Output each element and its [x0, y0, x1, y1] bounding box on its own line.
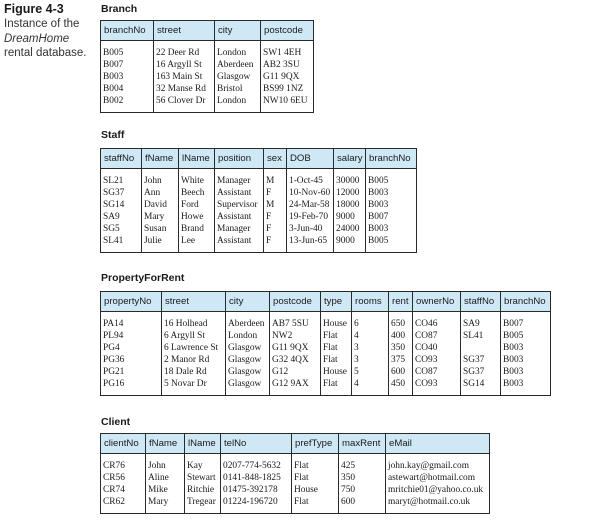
staff-cell-staffNo: SG14 — [101, 199, 142, 211]
branch-cell-street: 163 Main St — [154, 71, 215, 83]
property-cell-type: Flat — [321, 378, 352, 396]
property-cell-postcode: G12 9AX — [270, 378, 321, 396]
property-header-row — [101, 292, 551, 312]
property-cell-propertyNo: PG21 — [101, 366, 162, 378]
staff-cell-position: Supervisor — [215, 199, 264, 211]
property-cell-ownerNo: CO46 — [413, 312, 461, 331]
staff-col-lName: lName — [179, 149, 215, 169]
staff-cell-lName: Lee — [179, 235, 215, 253]
property-cell-staffNo: SG37 — [461, 354, 501, 366]
property-cell-branchNo: B003 — [501, 342, 551, 354]
client-cell-prefType: Flat — [292, 454, 339, 473]
branch-header-row — [101, 21, 314, 41]
branch-cell-city: London — [215, 41, 261, 60]
branch-cell-branchNo: B004 — [101, 83, 154, 95]
staff-cell-branchNo: B003 — [366, 187, 417, 199]
branch-cell-branchNo: B007 — [101, 59, 154, 71]
staff-cell-sex: F — [264, 187, 287, 199]
property-cell-city: London — [226, 330, 270, 342]
staff-col-fName: fName — [142, 149, 179, 169]
property-col-city: city — [226, 292, 270, 312]
staff-cell-fName: Susan — [142, 223, 179, 235]
property-col-street: street — [162, 292, 226, 312]
property-cell-street: 6 Argyll St — [162, 330, 226, 342]
branch-table — [100, 20, 314, 113]
staff-cell-DOB: 19-Feb-70 — [287, 211, 334, 223]
property-cell-branchNo: B003 — [501, 354, 551, 366]
client-cell-lName: Tregear — [185, 496, 221, 514]
property-cell-propertyNo: PG16 — [101, 378, 162, 396]
staff-cell-salary: 24000 — [334, 223, 366, 235]
caption-line-3: rental database. — [4, 47, 87, 59]
branch-col-street: street — [154, 21, 215, 41]
client-col-fName: fName — [146, 434, 185, 454]
property-cell-ownerNo: CO93 — [413, 378, 461, 396]
table-row — [101, 330, 551, 342]
branch-col-city: city — [215, 21, 261, 41]
staff-cell-lName: Howe — [179, 211, 215, 223]
table-row — [101, 484, 490, 496]
staff-cell-salary: 30000 — [334, 169, 366, 188]
staff-cell-salary: 12000 — [334, 187, 366, 199]
client-cell-lName: Stewart — [185, 472, 221, 484]
table-row — [101, 472, 490, 484]
table-row — [101, 454, 490, 473]
table-row — [101, 71, 314, 83]
staff-cell-staffNo: SA9 — [101, 211, 142, 223]
client-col-lName: lName — [185, 434, 221, 454]
branch-cell-branchNo: B002 — [101, 95, 154, 113]
property-cell-branchNo: B003 — [501, 378, 551, 396]
property-cell-postcode: G12 — [270, 366, 321, 378]
property-col-branchNo: branchNo — [501, 292, 551, 312]
property-cell-staffNo — [461, 342, 501, 354]
staff-cell-branchNo: B005 — [366, 235, 417, 253]
table-row — [101, 169, 417, 188]
property-col-postcode: postcode — [270, 292, 321, 312]
branch-cell-branchNo: B005 — [101, 41, 154, 60]
staff-cell-position: Assistant — [215, 187, 264, 199]
client-table-title: Client — [101, 416, 131, 428]
property-cell-rent: 400 — [389, 330, 413, 342]
staff-cell-branchNo: B003 — [366, 199, 417, 211]
staff-header-row — [101, 149, 417, 169]
branch-cell-street: 16 Argyll St — [154, 59, 215, 71]
staff-cell-position: Assistant — [215, 235, 264, 253]
property-cell-branchNo: B005 — [501, 330, 551, 342]
property-cell-rooms: 3 — [352, 342, 389, 354]
table-row — [101, 312, 551, 331]
branch-cell-postcode: NW10 6EU — [261, 95, 314, 113]
table-row — [101, 41, 314, 60]
property-cell-street: 5 Novar Dr — [162, 378, 226, 396]
property-cell-ownerNo: CO87 — [413, 330, 461, 342]
client-col-prefType: prefType — [292, 434, 339, 454]
client-col-eMail: eMail — [386, 434, 490, 454]
client-col-clientNo: clientNo — [101, 434, 146, 454]
property-cell-city: Glasgow — [226, 378, 270, 396]
property-cell-postcode: G32 4QX — [270, 354, 321, 366]
property-cell-rent: 375 — [389, 354, 413, 366]
table-row — [101, 235, 417, 253]
client-cell-fName: Mike — [146, 484, 185, 496]
client-cell-fName: Mary — [146, 496, 185, 514]
table-row — [101, 378, 551, 396]
property-cell-rent: 650 — [389, 312, 413, 331]
staff-col-salary: salary — [334, 149, 366, 169]
property-cell-ownerNo: CO40 — [413, 342, 461, 354]
figure-caption — [4, 2, 96, 61]
staff-cell-position: Manager — [215, 169, 264, 188]
client-cell-clientNo: CR62 — [101, 496, 146, 514]
property-cell-street: 2 Manor Rd — [162, 354, 226, 366]
client-cell-telNo: 0141-848-1825 — [221, 472, 292, 484]
staff-cell-DOB: 13-Jun-65 — [287, 235, 334, 253]
staff-cell-fName: Ann — [142, 187, 179, 199]
staff-cell-branchNo: B007 — [366, 211, 417, 223]
client-table — [100, 433, 490, 514]
staff-cell-DOB: 1-Oct-45 — [287, 169, 334, 188]
client-cell-fName: John — [146, 454, 185, 473]
property-cell-type: House — [321, 366, 352, 378]
staff-cell-lName: Brand — [179, 223, 215, 235]
staff-col-staffNo: staffNo — [101, 149, 142, 169]
staff-col-branchNo: branchNo — [366, 149, 417, 169]
client-cell-eMail: maryt@hotmail.co.uk — [386, 496, 490, 514]
table-row — [101, 223, 417, 235]
property-cell-rooms: 4 — [352, 330, 389, 342]
staff-cell-sex: F — [264, 211, 287, 223]
staff-cell-fName: John — [142, 169, 179, 188]
table-row — [101, 211, 417, 223]
staff-cell-DOB: 10-Nov-60 — [287, 187, 334, 199]
staff-col-DOB: DOB — [287, 149, 334, 169]
staff-col-position: position — [215, 149, 264, 169]
branch-cell-street: 56 Clover Dr — [154, 95, 215, 113]
client-header-row — [101, 434, 490, 454]
staff-cell-salary: 9000 — [334, 235, 366, 253]
branch-table-title: Branch — [101, 3, 138, 15]
client-col-maxRent: maxRent — [339, 434, 386, 454]
table-row — [101, 199, 417, 211]
client-cell-telNo: 01475-392178 — [221, 484, 292, 496]
property-cell-city: Glasgow — [226, 354, 270, 366]
branch-cell-postcode: SW1 4EH — [261, 41, 314, 60]
table-row — [101, 342, 551, 354]
property-cell-branchNo: B003 — [501, 366, 551, 378]
property-col-ownerNo: ownerNo — [413, 292, 461, 312]
property-cell-street: 18 Dale Rd — [162, 366, 226, 378]
property-cell-propertyNo: PA14 — [101, 312, 162, 331]
branch-cell-postcode: G11 9QX — [261, 71, 314, 83]
property-cell-propertyNo: PG36 — [101, 354, 162, 366]
property-cell-city: Glasgow — [226, 366, 270, 378]
staff-cell-staffNo: SG5 — [101, 223, 142, 235]
client-cell-maxRent: 350 — [339, 472, 386, 484]
property-cell-rent: 350 — [389, 342, 413, 354]
caption-db-name: DreamHome — [4, 32, 70, 45]
property-cell-postcode: AB7 5SU — [270, 312, 321, 331]
property-cell-postcode: NW2 — [270, 330, 321, 342]
client-cell-clientNo: CR74 — [101, 484, 146, 496]
property-cell-street: 6 Lawrence St — [162, 342, 226, 354]
property-cell-type: Flat — [321, 354, 352, 366]
property-cell-staffNo: SG37 — [461, 366, 501, 378]
property-cell-rooms: 3 — [352, 354, 389, 366]
property-cell-staffNo: SG14 — [461, 378, 501, 396]
property-cell-ownerNo: CO87 — [413, 366, 461, 378]
property-cell-type: Flat — [321, 342, 352, 354]
property-cell-propertyNo: PL94 — [101, 330, 162, 342]
staff-cell-sex: M — [264, 169, 287, 188]
client-cell-lName: Kay — [185, 454, 221, 473]
client-cell-prefType: House — [292, 484, 339, 496]
property-cell-postcode: G11 9QX — [270, 342, 321, 354]
branch-cell-branchNo: B003 — [101, 71, 154, 83]
staff-cell-branchNo: B005 — [366, 169, 417, 188]
branch-cell-city: Bristol — [215, 83, 261, 95]
branch-cell-street: 32 Manse Rd — [154, 83, 215, 95]
staff-cell-position: Assistant — [215, 211, 264, 223]
client-cell-eMail: john.kay@gmail.com — [386, 454, 490, 473]
table-row — [101, 496, 490, 514]
branch-col-branchNo: branchNo — [101, 21, 154, 41]
staff-cell-branchNo: B003 — [366, 223, 417, 235]
staff-cell-staffNo: SL41 — [101, 235, 142, 253]
staff-cell-sex: F — [264, 235, 287, 253]
property-cell-rooms: 6 — [352, 312, 389, 331]
property-cell-ownerNo: CO93 — [413, 354, 461, 366]
client-cell-lName: Ritchie — [185, 484, 221, 496]
staff-cell-lName: Beech — [179, 187, 215, 199]
branch-cell-city: Aberdeen — [215, 59, 261, 71]
property-col-propertyNo: propertyNo — [101, 292, 162, 312]
caption-line-1: Instance of the — [4, 18, 80, 30]
staff-col-sex: sex — [264, 149, 287, 169]
staff-cell-salary: 18000 — [334, 199, 366, 211]
property-col-rent: rent — [389, 292, 413, 312]
property-cell-branchNo: B007 — [501, 312, 551, 331]
client-cell-maxRent: 750 — [339, 484, 386, 496]
table-row — [101, 187, 417, 199]
property-col-type: type — [321, 292, 352, 312]
client-cell-eMail: astewart@hotmail.com — [386, 472, 490, 484]
staff-cell-salary: 9000 — [334, 211, 366, 223]
property-cell-staffNo: SL41 — [461, 330, 501, 342]
staff-cell-position: Manager — [215, 223, 264, 235]
client-cell-maxRent: 600 — [339, 496, 386, 514]
property-cell-city: Aberdeen — [226, 312, 270, 331]
staff-table-title: Staff — [101, 129, 125, 141]
staff-cell-fName: Mary — [142, 211, 179, 223]
client-cell-maxRent: 425 — [339, 454, 386, 473]
staff-cell-fName: David — [142, 199, 179, 211]
branch-cell-city: London — [215, 95, 261, 113]
client-cell-clientNo: CR76 — [101, 454, 146, 473]
staff-cell-lName: Ford — [179, 199, 215, 211]
client-cell-prefType: Flat — [292, 472, 339, 484]
staff-cell-staffNo: SL21 — [101, 169, 142, 188]
property-cell-city: Glasgow — [226, 342, 270, 354]
client-cell-prefType: Flat — [292, 496, 339, 514]
property-cell-street: 16 Holhead — [162, 312, 226, 331]
property-table — [100, 291, 551, 396]
client-cell-telNo: 0207-774-5632 — [221, 454, 292, 473]
branch-cell-postcode: AB2 3SU — [261, 59, 314, 71]
staff-table — [100, 148, 417, 253]
property-cell-propertyNo: PG4 — [101, 342, 162, 354]
staff-cell-sex: M — [264, 199, 287, 211]
property-table-title: PropertyForRent — [101, 272, 185, 284]
client-cell-eMail: mritchie01@yahoo.co.uk — [386, 484, 490, 496]
property-cell-type: House — [321, 312, 352, 331]
client-cell-telNo: 01224-196720 — [221, 496, 292, 514]
branch-cell-city: Glasgow — [215, 71, 261, 83]
property-cell-staffNo: SA9 — [461, 312, 501, 331]
figure-description — [4, 17, 96, 61]
property-cell-type: Flat — [321, 330, 352, 342]
staff-cell-fName: Julie — [142, 235, 179, 253]
staff-cell-DOB: 24-Mar-58 — [287, 199, 334, 211]
client-cell-fName: Aline — [146, 472, 185, 484]
property-col-rooms: rooms — [352, 292, 389, 312]
client-cell-clientNo: CR56 — [101, 472, 146, 484]
staff-cell-DOB: 3-Jun-40 — [287, 223, 334, 235]
branch-cell-postcode: BS99 1NZ — [261, 83, 314, 95]
table-row — [101, 366, 551, 378]
property-cell-rooms: 5 — [352, 366, 389, 378]
property-cell-rooms: 4 — [352, 378, 389, 396]
table-row — [101, 95, 314, 113]
staff-cell-sex: F — [264, 223, 287, 235]
table-row — [101, 59, 314, 71]
table-row — [101, 354, 551, 366]
figure-number: Figure 4-3 — [4, 2, 64, 16]
property-cell-rent: 450 — [389, 378, 413, 396]
property-cell-rent: 600 — [389, 366, 413, 378]
staff-cell-staffNo: SG37 — [101, 187, 142, 199]
branch-col-postcode: postcode — [261, 21, 314, 41]
table-row — [101, 83, 314, 95]
client-col-telNo: telNo — [221, 434, 292, 454]
property-col-staffNo: staffNo — [461, 292, 501, 312]
staff-cell-lName: White — [179, 169, 215, 188]
branch-cell-street: 22 Deer Rd — [154, 41, 215, 60]
